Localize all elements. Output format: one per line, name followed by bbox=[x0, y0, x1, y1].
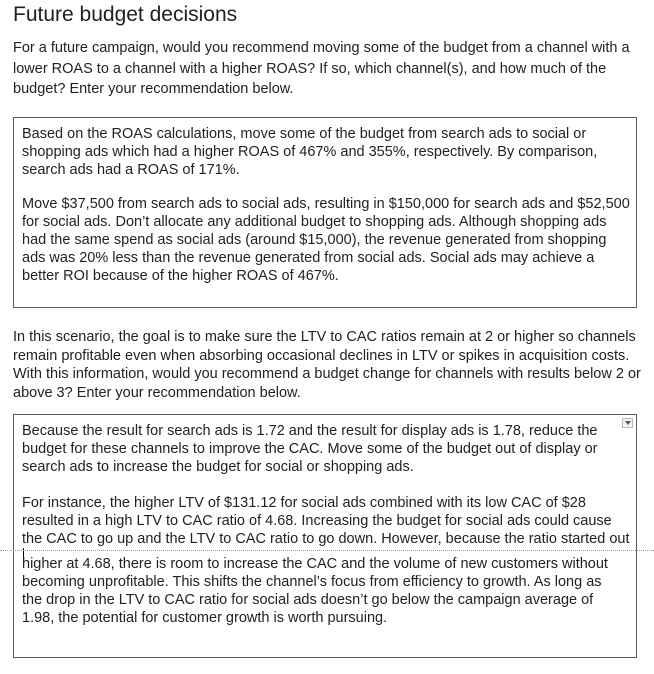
answer-box-2[interactable] bbox=[13, 414, 637, 658]
answer-2-paragraph-1: Because the result for search ads is 1.72 and the result for display ads is 1.78, reduce the budget for these channels to improve the CAC. Move some of the budget out of display or search ads to increase the budget for social or shopping ads. bbox=[22, 423, 598, 475]
answer-1-paragraph-2: Move $37,500 from search ads to social ads, resulting in $150,000 for search ads and $52,500 for social ads. Don’t allocate any additional budget to shopping ads. Although shopping ads had the same spend as social ads (around $15,000), the revenue generated from shopping ads was 20% less than the revenue generated from social ads. Social ads may achieve a better ROI because of the higher ROAS of 467%. bbox=[22, 196, 630, 284]
answer-2-paragraph-3: higher at 4.68, there is room to increase the CAC and the volume of new customers without becoming unprofitable. This shifts the channel’s focus from efficiency to growth. As long as the drop in the LTV to CAC ratio for social ads doesn’t go below the campaign average of 1.98, the potential for customer growth is worth pursuing. bbox=[22, 556, 608, 626]
chevron-down-icon[interactable] bbox=[622, 418, 633, 428]
answer-1-paragraph-1: Based on the ROAS calculations, move some of the budget from search ads to social or shopping ads which had a higher ROAS of 467% and 355%, respectively. By comparison, search ads had a ROAS of 171%. bbox=[22, 126, 598, 178]
question-2-prompt: In this scenario, the goal is to make sure the LTV to CAC ratios remain at 2 or higher so channels remain profitable even when absorbing occasional declines in LTV or spikes in acquisition costs. With this information, would you recommend a budget change for channels with results below 2 or above 3? Enter your recommendation below. bbox=[13, 329, 641, 401]
question-1-prompt: For a future campaign, would you recommend moving some of the budget from a channel with a lower ROAS to a channel with a higher ROAS? If so, which channel(s), and how much of the budget? Enter your recommendation below. bbox=[13, 40, 630, 97]
section-title: Future budget decisions bbox=[13, 3, 238, 26]
page-break-line bbox=[0, 550, 654, 551]
answer-2-paragraph-2-text: For instance, the higher LTV of $131.12 for social ads combined with its low CAC of $28 resulted in a high LTV to CAC ratio of 4.68. Increasing the budget for social ads could cause the CAC to go up and the LTV to CAC ratio to go down. However, because the ratio started out bbox=[22, 495, 630, 547]
answer-box-1[interactable] bbox=[13, 117, 637, 308]
